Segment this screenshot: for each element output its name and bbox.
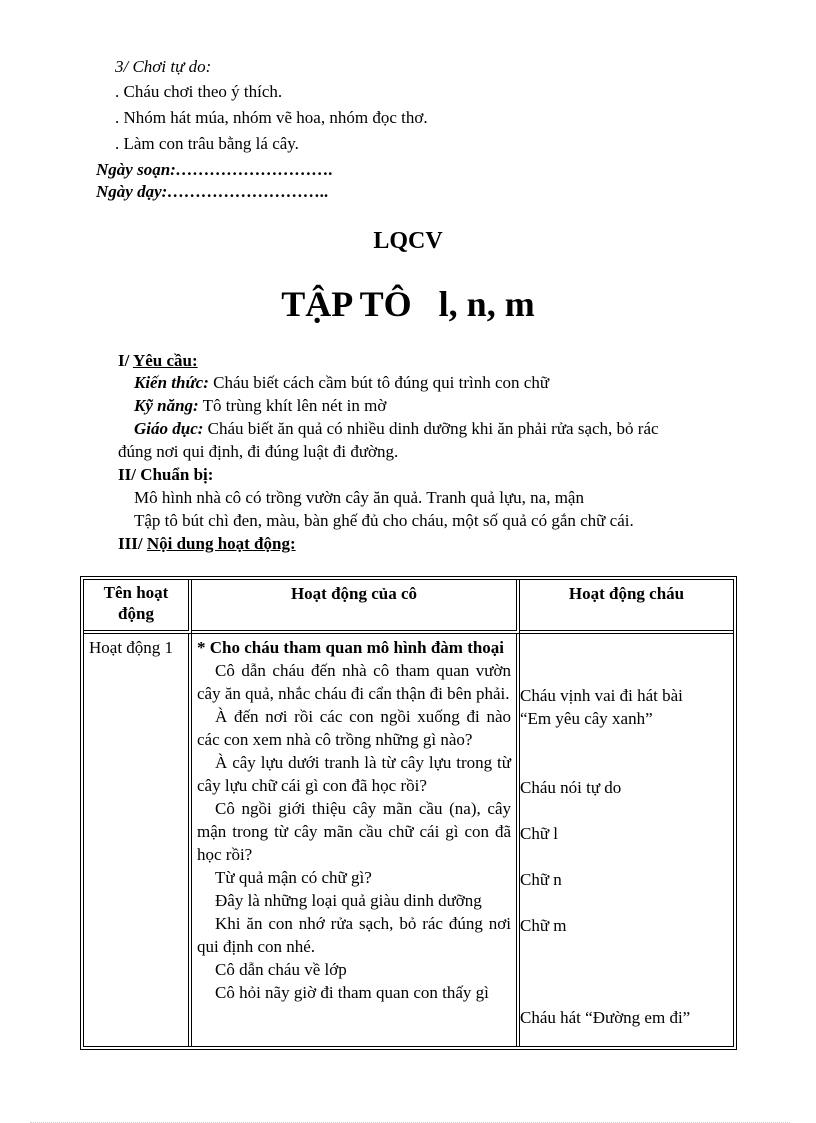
child-response: Chữ m <box>520 916 567 935</box>
requirements-label: Yêu cầu: <box>132 351 198 370</box>
teacher-paragraph: Cô dẫn cháu về lớp <box>215 960 347 979</box>
lesson-title: TẬP TÔ l, n, m <box>281 284 535 324</box>
list-item: . Nhóm hát múa, nhóm vẽ hoa, nhóm đọc thơ. <box>115 108 428 127</box>
teacher-activity-title: * Cho cháu tham quan mô hình đàm thoại <box>197 638 505 657</box>
child-response: Chữ n <box>520 870 562 889</box>
child-response: Cháu hát “Đường em đi” <box>520 1008 691 1027</box>
teacher-activity-cell <box>192 634 520 1046</box>
preparation-line: Mô hình nhà cô có trồng vườn cây ăn quả. Tranh quả lựu, na, mận <box>134 488 584 507</box>
requirements-number: I/ <box>118 351 133 370</box>
education-text-continued: đúng nơi qui định, đi đúng luật đi đường. <box>118 442 399 461</box>
child-response: Cháu vịnh vai đi hát bài <box>520 686 683 705</box>
list-item: . Làm con trâu bằng lá cây. <box>115 134 299 153</box>
activity-name-cell: Hoạt động 1 <box>84 634 192 1046</box>
header-teacher-activity: Hoạt động của cô <box>192 580 520 634</box>
teacher-paragraph: Từ quả mận có chữ gì? <box>215 868 372 887</box>
teacher-paragraph: Đây là những loại quả giàu dinh dưỡng <box>215 891 482 910</box>
teacher-paragraph: Cô hỏi nãy giờ đi tham quan con thấy gì <box>215 983 489 1002</box>
skill-label: Kỹ năng: <box>134 396 199 415</box>
activity-table <box>80 576 737 1050</box>
content-label: Nội dung hoạt động: <box>146 534 296 553</box>
list-item: . Cháu chơi theo ý thích. <box>115 82 283 101</box>
section3-title: 3/ Chơi tự do: <box>115 57 212 76</box>
subject-title: LQCV <box>373 228 443 254</box>
table-row <box>84 634 733 1046</box>
teach-date: Ngày dạy:……………………….. <box>96 182 329 201</box>
knowledge-label: Kiến thức: <box>134 373 209 392</box>
teacher-paragraph: Cô ngồi giới thiệu cây mãn cầu (na), cây mận trong từ cây mãn cầu chữ cái gì con đã học rồi? <box>197 799 511 864</box>
teacher-paragraph: À đến nơi rồi các con ngồi xuống đi nào các con xem nhà cô trồng những gì nào? <box>197 707 511 749</box>
prep-date: Ngày soạn:………………………. <box>96 160 334 179</box>
education-label: Giáo dục: <box>134 419 204 438</box>
knowledge-line <box>134 372 549 394</box>
education-line <box>134 418 659 440</box>
child-response: Chữ l <box>520 824 559 843</box>
teacher-paragraph: Cô dẫn cháu đến nhà cô tham quan vườn cây ăn quả, nhắc cháu đi cẩn thận đi bên phải. <box>197 661 511 703</box>
child-activity-cell <box>520 634 733 1046</box>
header-activity-name: Tên hoạt động <box>84 580 192 634</box>
teacher-paragraph: À cây lựu dưới tranh là từ cây lựu trong từ cây lựu chữ cái gì con đã học rồi? <box>197 753 511 795</box>
requirements-heading <box>118 350 198 372</box>
content-heading <box>118 533 296 555</box>
content-number: III/ <box>118 534 147 553</box>
teacher-paragraph: Khi ăn con nhớ rửa sạch, bỏ rác đúng nơi qui định con nhé. <box>197 914 511 956</box>
header-child-activity: Hoạt động cháu <box>520 580 733 634</box>
skill-text: Tô trùng khít lên nét in mờ <box>198 396 387 415</box>
preparation-line: Tập tô bút chì đen, màu, bàn ghế đủ cho cháu, một số quả có gắn chữ cái. <box>134 511 634 530</box>
child-response: “Em yêu cây xanh” <box>520 709 653 728</box>
education-text: Cháu biết ăn quả có nhiều dinh dưỡng khi ăn phải rửa sạch, bỏ rác <box>203 419 659 438</box>
preparation-heading: II/ Chuẩn bị: <box>118 465 214 484</box>
child-response: Cháu nói tự do <box>520 778 622 797</box>
skill-line <box>134 395 386 417</box>
knowledge-text: Cháu biết cách cầm bút tô đúng qui trình con chữ <box>208 373 550 392</box>
table-header-row <box>84 580 733 634</box>
